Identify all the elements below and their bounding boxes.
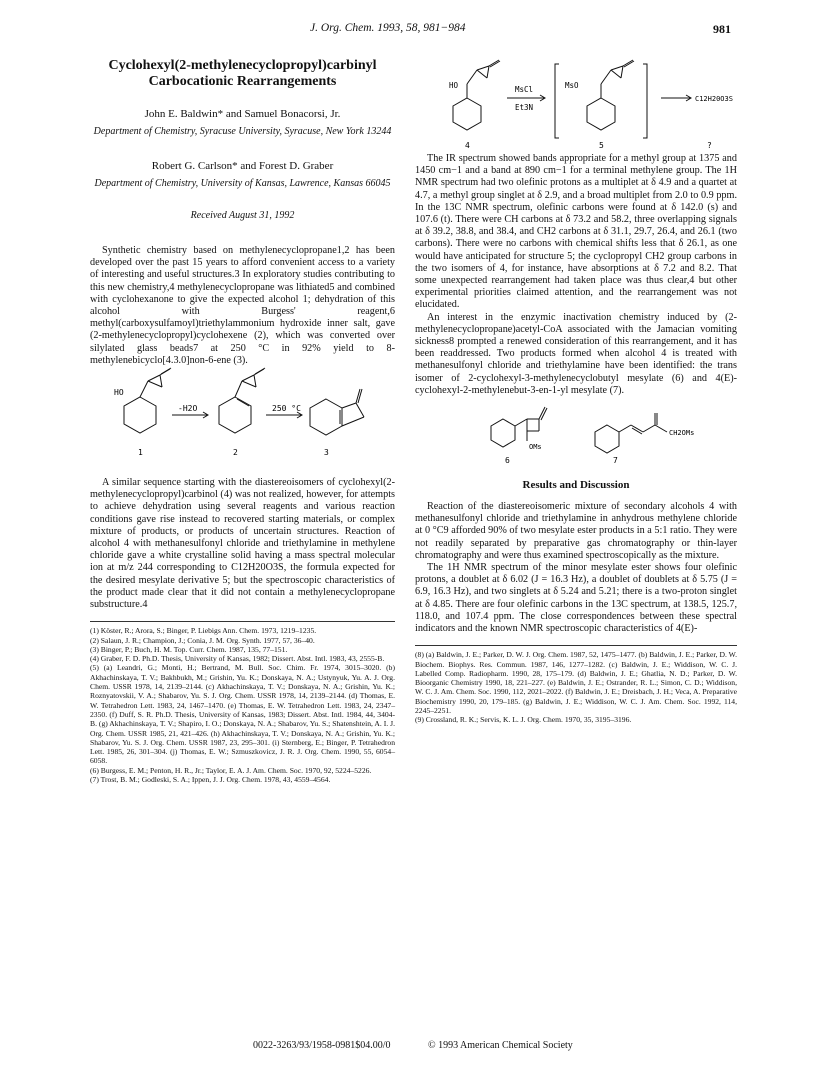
left-column <box>90 58 395 784</box>
footnote: (5) (a) Leandri, G.; Monti, H.; Bertrand, M. Bull. Soc. Chim. Fr. 1974, 3015–3020. (b) Akhachinskaya, T. V.; Bakhbukh, M.; Grishin, Yu. K.; Donskaya, N. A.; Ustynyuk, Yu. A. J. Org. Chem. USSR 1978, 14, 2139–2144. (c) Akhachinskaya, T. V.; Donskaya, N. A.; Grishin, Yu. K.; Roznyatovskii, V. A.; Shabarov, Yu. S. J. Org. Chem. USSR 1978, 14, 2139–2144. (d) Thomas, E. W. Tetrahedron Lett. 1983, 24, 1467–1470. (e) Thomas, E. W. Tetrahedron Lett. 1983, 24, 2347–2350. (f) Duff, S. R. Ph.D. Thesis, University of Kansas, 1983; Dissert. Abst. Intl. 1984, 44, 3404-B. (g) Akhachinskaya, T. V.; Shapiro, I. O.; Donskaya, N. A.; Shabarov, Yu. S.; Shatenshtein, A. I. J. Org. Chem. USSR 1985, 21, 421–426. (h) Akhachinskaya, T. V.; Donskaya, N. A.; Grishin, Yu. K.; Shabarov, Yu. S. J. Org. Chem. USSR 1987, 23, 295–301. (i) Sternberg, E.; Binger, P. Tetrahedron Lett. 1985, 26, 301–304. (j) Thomas, E. W.; Szmuszkovicz, J. R. J. Org. Chem. 1990, 55, 6054–6058. <box>90 663 395 766</box>
paragraph-results: Reaction of the diastereoisomeric mixture of secondary alcohols 4 with methanesulfonyl chloride and triethylamine in anhydrous methylene chloride at 0 °C9 afforded 90% of two mesylate ester products in a 5:1 ratio. They were not readily separated by preparative gas chromatography or thin-layer chromatography and were thus examined spectroscopically as the mixture. <box>415 501 737 561</box>
reagent-mscl: MsCl <box>515 85 534 94</box>
section-heading: Results and Discussion <box>522 479 630 492</box>
received-date: Received August 31, 1992 <box>190 210 295 221</box>
reagent-et3n: Et3N <box>515 103 534 112</box>
authors-kansas: Robert G. Carlson* and Forest D. Graber <box>151 160 334 172</box>
article-title: Cyclohexyl(2-methylenecyclopropyl)carbinyl Carbocationic Rearrangements <box>108 58 377 89</box>
scheme-products <box>415 397 737 467</box>
reagent-heat: 250 °C <box>272 404 301 414</box>
footnote: (1) Köster, R.; Arora, S.; Binger, P. Liebigs Ann. Chem. 1973, 1219–1235. <box>90 626 317 636</box>
footnote: (9) Crossland, R. K.; Servis, K. L. J. Org. Chem. 1970, 35, 3195–3196. <box>415 715 632 725</box>
footnote: (7) Trost, B. M.; Godleski, S. A.; Ippen, J. J. Org. Chem. 1978, 43, 4559–4564. <box>90 775 331 785</box>
paragraph-nmr: The 1H NMR spectrum of the minor mesylate ester shows four olefinic protons, a doublet at δ 6.02 (J = 16.3 Hz), a doublet of doublets at δ 5.75 (J = 6.9, 16.3 Hz), and two singlets at δ 5.24 and 5.21; there is a two-proton singlet at δ 4.85. There are four olefinic carbons in the 13C spectrum, at 138.5, 125.7, 118.0, and 107.4 ppm. The close correspondences between these spectral indicators and the known NMR spectroscopic characteristics of 4(E)- <box>415 562 737 635</box>
affiliation-kansas: Department of Chemistry, University of Kansas, Lawrence, Kansas 66045 <box>94 178 391 189</box>
product-formula: C12H20O3S <box>695 95 733 103</box>
compound-label-5: 5 <box>599 141 604 150</box>
page-number: 981 <box>713 22 731 36</box>
compound-label-1: 1 <box>138 448 143 458</box>
hydroxyl-label: HO <box>114 388 124 398</box>
affiliation-syracuse: Department of Chemistry, Syracuse University, Syracuse, New York 13244 <box>93 126 392 137</box>
paragraph-mesylate: A similar sequence starting with the diastereoisomers of cyclohexyl(2-methylenecyclopropyl)carbinol (4) was not realized, however, for attempts to achieve dehydration using several reagents and various reaction conditions gave rise instead to recovered starting materials, or complex mixture of products, or products of uncertain structures. Reaction of alcohol 4 with methanesulfonyl chloride and triethylamine in methylene chloride gave a white crystalline solid having a mass spectral molecular ion at m/z 244 corresponding to C12H20O3S, the formula expected for the desired mesylate derivative 5; but the spectroscopic characteristics of the product made clear that it did not contain a methylenecyclopropane substructure.4 <box>90 477 395 611</box>
mesylate-label: OMs <box>529 443 542 452</box>
journal-citation: J. Org. Chem. 1993, 58, 981−984 <box>310 22 466 34</box>
compound-label-3: 3 <box>324 448 329 458</box>
hydroxyl-label: HO <box>449 81 459 90</box>
compound-label-unknown: ? <box>707 141 712 150</box>
right-column <box>415 58 737 725</box>
footnotes-left <box>90 621 395 784</box>
footnote: (4) Graber, F. D. Ph.D. Thesis, University of Kansas, 1982; Dissert. Abst. Intl. 1983, 43, 2555-B. <box>90 654 385 664</box>
footnote: (3) Binger, P.; Buch, H. M. Top. Curr. Chem. 1987, 135, 77–151. <box>90 644 288 654</box>
compound-label-2: 2 <box>233 448 238 458</box>
paragraph-intro: Synthetic chemistry based on methylenecyclopropane1,2 has been developed over the past 15 years to afford convenient access to a variety of interesting and useful structures.3 In exploratory studies contributing to this new chemistry,4 methylenecyclopropane was lithiated5 and combined with cyclohexanone to give the expected alcohol 1; dehydration of this alcohol with Burgess' reagent,6 methyl(carboxysulfamoyl)triethylammonium hydroxide inner salt, gave (2-methylenecyclopropyl)cyclohexene (2), which was converted over silylated glass beads7 at 250 °C in 92% yield to 8-methylenebicyclo[4.3.0]non-6-ene (3). <box>90 245 395 366</box>
paragraph-spectra: The IR spectrum showed bands appropriate for a methyl group at 1375 and 1450 cm−1 and a band at 890 cm−1 for a terminal methylene group. The 1H NMR spectrum had two olefinic protons as a multiplet at δ 4.9 and a quartet at 4.7, a methyl group singlet at δ 2.9, and a broad multiplet from 2.0 to 0.9 ppm. In the 13C NMR spectrum, olefinic carbons were found at δ 142.0 (s) and 107.6 (t). There were CH carbons at δ 73.2 and 58.2, three overlapping signals at δ 39.2, 38.8, and 38.4, and CH2 carbons at δ 31.1, 29.7, 26.4, and 26.1 (two carbons). There were no carbons with chemical shifts less that δ 26.1, as one would have anticipated for structure 5; the cyclopropyl CH2 group carbons in the two isomers of 4, for instance, have absorptions at δ 7.2 and 8.2. That some unexpected rearrangement had taken place was thus clear,4 but other experimental priorities claimed attention, and the rearrangement was not elucidated. <box>415 153 737 311</box>
copyright: © 1993 American Chemical Society <box>428 1040 573 1051</box>
footnote: (6) Burgess, E. M.; Penton, H. R., Jr.; Taylor, E. A. J. Am. Chem. Soc. 1970, 92, 5224–5226. <box>90 765 372 775</box>
compound-label-7: 7 <box>613 456 618 466</box>
article-code: 0022-3263/93/1958-0981$04.00/0 <box>253 1040 391 1051</box>
footnote: (2) Salaun, J. R.; Champion, J.; Conia, J. M. Org. Synth. 1977, 57, 36–40. <box>90 635 315 645</box>
scheme-mesylation <box>415 58 737 153</box>
methylene-mesylate-label: CH2OMs <box>669 429 695 438</box>
footnotes-right <box>415 645 737 724</box>
mesylate-label: MsO <box>565 81 579 90</box>
compound-label-6: 6 <box>505 456 510 466</box>
footnote: (8) (a) Baldwin, J. E.; Parker, D. W. J. Org. Chem. 1987, 52, 1475–1477. (b) Baldwin, J. E.; Parker, D. W. Biochem. Biophys. Res. Commun. 1987, 146, 1277–1282. (c) Baldwin, J. E.; Widdison, W. C. J. Labelled Comp. Radiopharm. 1990, 28, 175–179. (d) Baldwin, J. E.; Ghatlia, N. D.; Parker, D. W. Bioorganic Chemistry 1990, 18, 221–227. (e) Baldwin, J. E.; Ostrander, R. L.; Simon, C. D.; Widdison, W. C. J. Am. Chem. Soc. 1990, 112, 2021–2022. (f) Baldwin, J. E.; Dreisbach, J. H.; Veca, A. Preparative Biochemistry 1990, 20, 179–185. (g) Baldwin, J. E.; Widdison, W. C. J. Am. Chem. Soc. 1992, 114, 2245–2251. <box>415 650 737 716</box>
reagent-dehydration: -H2O <box>178 404 198 414</box>
compound-label-4: 4 <box>465 141 470 150</box>
authors-syracuse: John E. Baldwin* and Samuel Bonacorsi, Jr. <box>144 108 341 120</box>
scheme-dehydration <box>90 367 395 477</box>
paragraph-enzymic: An interest in the enzymic inactivation chemistry induced by (2-methylenecyclopropane)acetyl-CoA associated with the Jamacian vomiting sickness8 prompted a renewed consideration of this rearrangement, and it has been readdressed. Two products formed when alcohol 4 is treated with methanesulfonyl chloride and triethylamine have been identified: the trans isomer of 2-cyclohexyl-3-methylenecyclobutyl mesylate (6) and 4(E)-cyclohexyl-2-methylenebut-3-en-1-yl mesylate (7). <box>415 311 737 396</box>
